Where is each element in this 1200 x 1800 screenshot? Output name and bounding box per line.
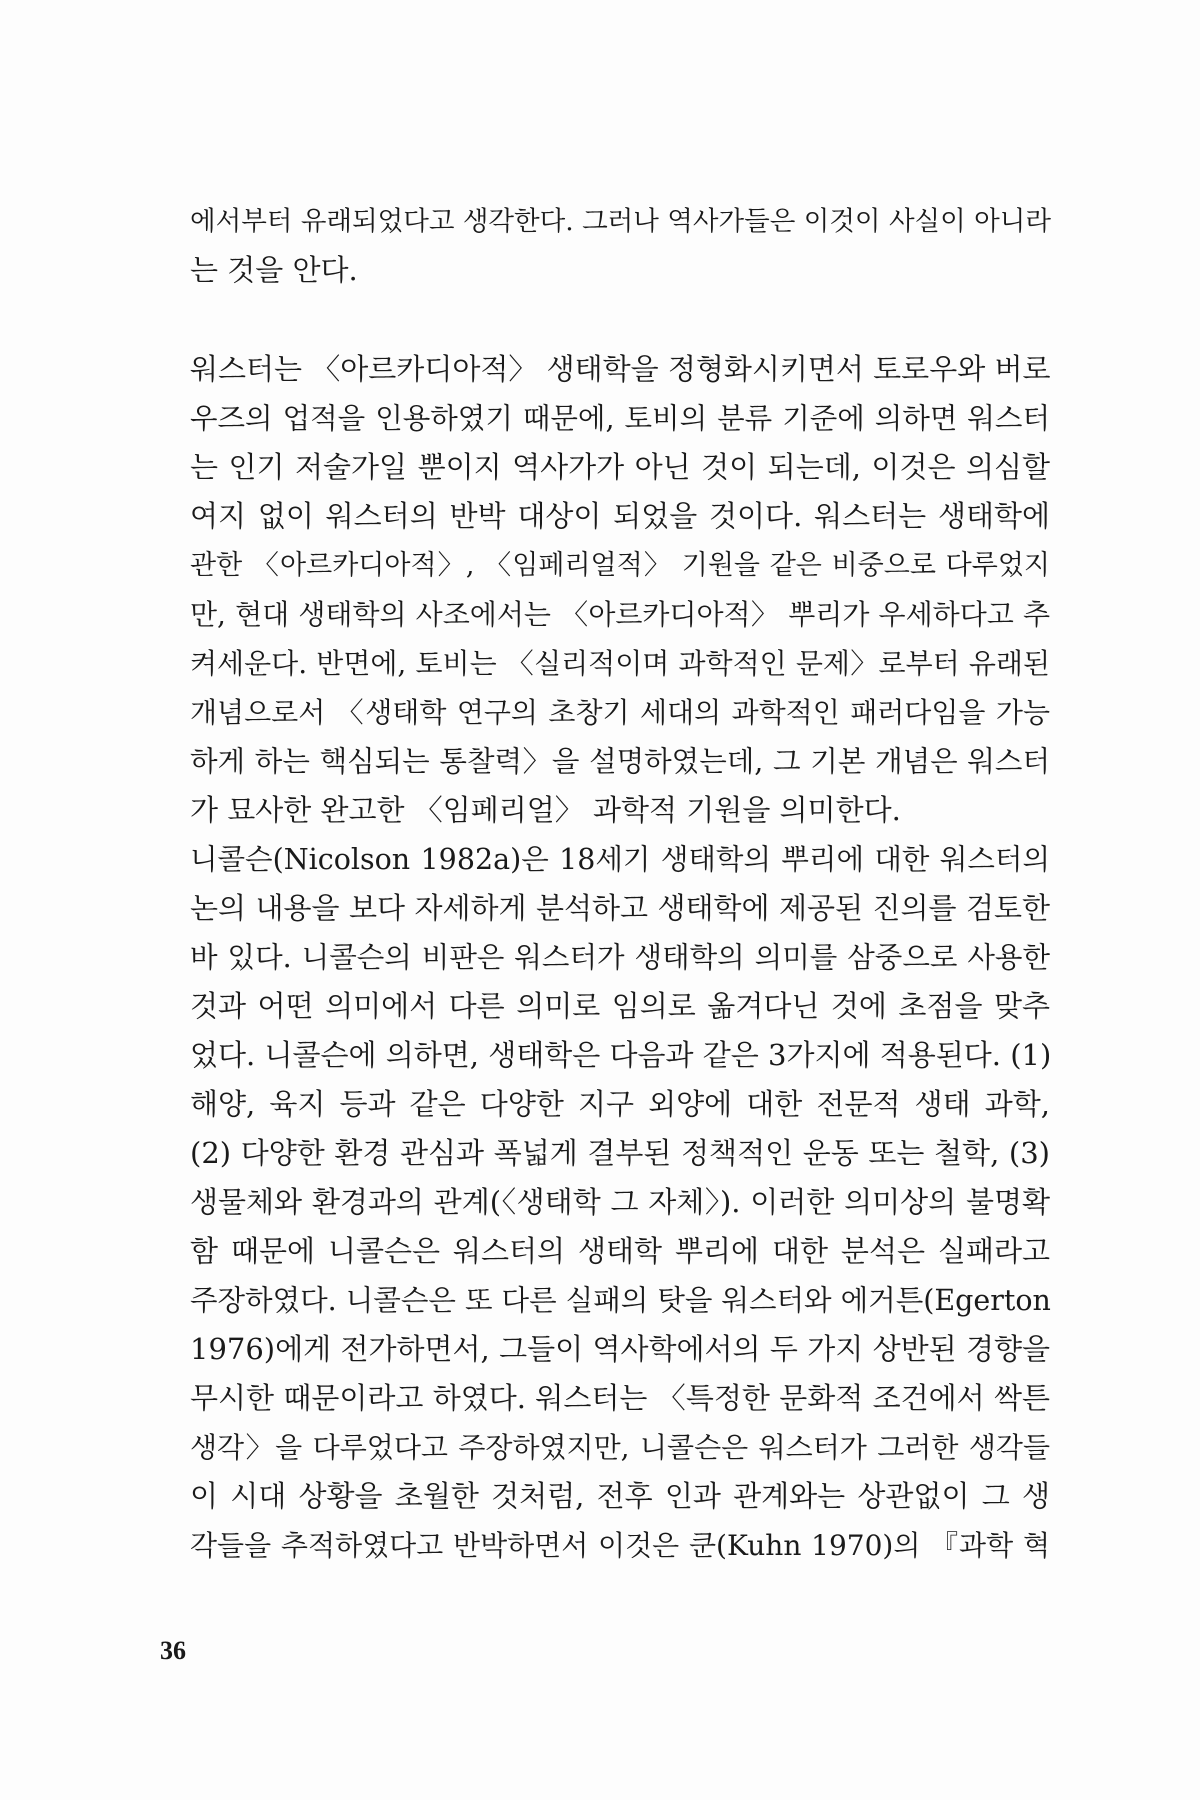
text-line: 니콜슨(Nicolson 1982a)은 18세기 생태학의 뿌리에 대한 워스터의: [190, 843, 1050, 876]
text-line: 우즈의 업적을 인용하였기 때문에, 토비의 분류 기준에 의하면 워스터: [190, 402, 1050, 435]
text-line: 켜세운다. 반면에, 토비는 〈실리적이며 과학적인 문제〉로부터 유래된: [190, 647, 1050, 680]
text-line: 논의 내용을 보다 자세하게 분석하고 생태학에 제공된 진의를 검토한: [190, 891, 1050, 925]
text-line: 1976)에게 전가하면서, 그들이 역사학에서의 두 가지 상반된 경향을: [190, 1332, 1050, 1366]
text-line: 여지 없이 워스터의 반박 대상이 되었을 것이다. 워스터는 생태학에: [190, 499, 1050, 533]
text-line: 생물체와 환경과의 관계(〈생태학 그 자체〉). 이러한 의미상의 불명확: [190, 1185, 1050, 1219]
text-line: 관한 〈아르카디아적〉, 〈임페리얼적〉 기원을 같은 비중으로 다루었지: [190, 550, 1050, 581]
text-line: 바 있다. 니콜슨의 비판은 워스터가 생태학의 의미를 삼중으로 사용한: [190, 941, 1050, 974]
text-line: 개념으로서 〈생태학 연구의 초창기 세대의 과학적인 패러다임을 가능: [190, 696, 1050, 729]
text-line: (2) 다양한 환경 관심과 폭넓게 결부된 정책적인 운동 또는 철학, (3): [190, 1136, 1050, 1170]
page-number: 36: [160, 1636, 186, 1665]
text-line: 하게 하는 핵심되는 통찰력〉을 설명하였는데, 그 기본 개념은 워스터: [190, 745, 1050, 778]
text-line: 각들을 추적하였다고 반박하면서 이것은 쿤(Kuhn 1970)의 『과학 혁: [190, 1529, 1050, 1562]
text-line: 해양, 육지 등과 같은 다양한 지구 외양에 대한 전문적 생태 과학,: [190, 1087, 1050, 1121]
text-line: 워스터는 〈아르카디아적〉 생태학을 정형화시키면서 토로우와 버로: [190, 352, 1051, 386]
text-line: 것과 어떤 의미에서 다른 의미로 임의로 옮겨다닌 것에 초점을 맞추: [190, 989, 1050, 1023]
text-line: 주장하였다. 니콜슨은 또 다른 실패의 탓을 워스터와 에거튼(Egerton: [190, 1284, 1051, 1317]
text-line: 가 묘사한 완고한 〈임페리얼〉 과학적 기원을 의미한다.: [190, 793, 901, 827]
text-line: 함 때문에 니콜슨은 워스터의 생태학 뿌리에 대한 분석은 실패라고: [190, 1234, 1050, 1268]
text-line: 생각〉을 다루었다고 주장하였지만, 니콜슨은 워스터가 그러한 생각들: [190, 1431, 1050, 1464]
text-line: 만, 현대 생태학의 사조에서는 〈아르카디아적〉 뿌리가 우세하다고 추: [190, 598, 1050, 631]
text-line: 이 시대 상황을 초월한 것처럼, 전후 인과 관계와는 상관없이 그 생: [190, 1479, 1050, 1513]
text-line: 무시한 때문이라고 하였다. 워스터는 〈특정한 문화적 조건에서 싹튼: [190, 1381, 1050, 1415]
paragraph-continuation: [190, 197, 1050, 295]
text-line: 에서부터 유래되었다고 생각한다. 그러나 역사가들은 이것이 사실이 아니라: [190, 206, 1051, 237]
text-line: 었다. 니콜슨에 의하면, 생태학은 다음과 같은 3가지에 적용된다. (1): [190, 1038, 1052, 1072]
text-line: 는 것을 안다.: [190, 253, 358, 287]
text-line: 는 인기 저술가일 뿐이지 역사가가 아닌 것이 되는데, 이것은 의심할: [190, 450, 1050, 484]
body-text: [190, 345, 1050, 1570]
